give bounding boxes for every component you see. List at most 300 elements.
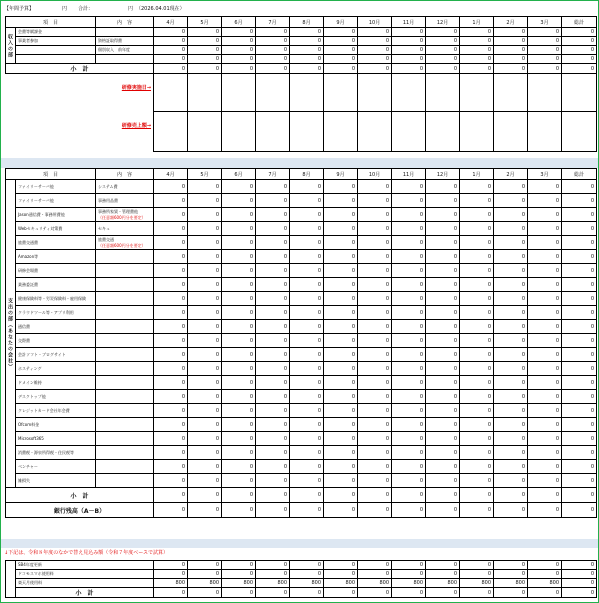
total-cell[interactable]: 0 <box>562 503 597 518</box>
month-value-cell[interactable]: 0 <box>460 208 494 222</box>
total-cell[interactable]: 0 <box>562 390 597 404</box>
month-value-cell[interactable]: 0 <box>222 320 256 334</box>
expense-content[interactable] <box>96 404 154 418</box>
month-value-cell[interactable]: 0 <box>188 570 222 579</box>
month-value-cell[interactable]: 0 <box>290 292 324 306</box>
expense-content[interactable]: 旅費交通 （任意額600円分を要定） <box>96 236 154 250</box>
expense-content[interactable] <box>96 278 154 292</box>
month-value-cell[interactable]: 0 <box>290 460 324 474</box>
month-value-cell[interactable]: 0 <box>460 55 494 64</box>
month-value-cell[interactable]: 0 <box>494 334 528 348</box>
month-value-cell[interactable]: 0 <box>426 404 460 418</box>
total-cell[interactable]: 0 <box>562 222 597 236</box>
month-value-cell[interactable]: 0 <box>154 278 188 292</box>
income-item[interactable] <box>16 55 96 64</box>
month-value-cell[interactable]: 0 <box>324 432 358 446</box>
month-value-cell[interactable]: 0 <box>528 488 562 503</box>
month-value-cell[interactable]: 800 <box>222 579 256 588</box>
month-value-cell[interactable]: 0 <box>426 348 460 362</box>
month-value-cell[interactable]: 0 <box>528 390 562 404</box>
month-value-cell[interactable]: 0 <box>188 376 222 390</box>
month-value-cell[interactable]: 0 <box>256 432 290 446</box>
estimate-cell[interactable] <box>290 74 324 112</box>
month-value-cell[interactable]: 0 <box>222 250 256 264</box>
forecast-item[interactable]: 楽天月使用料 <box>16 579 154 588</box>
month-value-cell[interactable]: 0 <box>528 460 562 474</box>
month-value-cell[interactable]: 0 <box>528 446 562 460</box>
expense-content[interactable] <box>96 390 154 404</box>
month-value-cell[interactable]: 0 <box>324 292 358 306</box>
month-value-cell[interactable]: 0 <box>188 588 222 598</box>
month-value-cell[interactable]: 0 <box>494 180 528 194</box>
month-value-cell[interactable]: 0 <box>494 418 528 432</box>
month-value-cell[interactable]: 0 <box>154 588 188 598</box>
month-value-cell[interactable]: 0 <box>358 180 392 194</box>
estimate-cell[interactable] <box>562 74 597 112</box>
month-value-cell[interactable]: 0 <box>494 64 528 74</box>
month-value-cell[interactable]: 0 <box>154 488 188 503</box>
month-value-cell[interactable]: 0 <box>154 418 188 432</box>
month-value-cell[interactable]: 0 <box>494 278 528 292</box>
expense-item[interactable]: 旅費交通費 <box>16 236 96 250</box>
month-value-cell[interactable]: 0 <box>154 306 188 320</box>
month-value-cell[interactable]: 0 <box>426 503 460 518</box>
month-value-cell[interactable]: 0 <box>154 503 188 518</box>
estimate-cell[interactable] <box>324 74 358 112</box>
month-value-cell[interactable]: 0 <box>290 362 324 376</box>
month-value-cell[interactable]: 0 <box>154 320 188 334</box>
expense-item[interactable]: 消費税・源泉所得税・住民税等 <box>16 446 96 460</box>
month-value-cell[interactable]: 0 <box>222 432 256 446</box>
month-value-cell[interactable]: 0 <box>188 28 222 37</box>
month-value-cell[interactable]: 0 <box>358 222 392 236</box>
expense-item[interactable]: デスクトップ他 <box>16 390 96 404</box>
month-value-cell[interactable]: 0 <box>358 376 392 390</box>
month-value-cell[interactable]: 0 <box>460 64 494 74</box>
month-value-cell[interactable]: 0 <box>154 390 188 404</box>
month-value-cell[interactable]: 0 <box>460 250 494 264</box>
month-value-cell[interactable]: 0 <box>290 446 324 460</box>
estimate-cell[interactable] <box>528 112 562 152</box>
total-cell[interactable]: 0 <box>562 320 597 334</box>
estimate-cell[interactable] <box>256 74 290 112</box>
month-value-cell[interactable]: 0 <box>358 404 392 418</box>
expense-item[interactable]: クラウドツール等・アプリ利用 <box>16 306 96 320</box>
month-value-cell[interactable]: 0 <box>256 236 290 250</box>
month-value-cell[interactable]: 0 <box>494 250 528 264</box>
month-value-cell[interactable]: 0 <box>222 503 256 518</box>
month-value-cell[interactable]: 0 <box>324 503 358 518</box>
month-value-cell[interactable]: 0 <box>154 208 188 222</box>
estimate-cell[interactable] <box>358 74 392 112</box>
estimate-cell[interactable] <box>222 74 256 112</box>
month-value-cell[interactable]: 0 <box>222 570 256 579</box>
month-value-cell[interactable]: 0 <box>494 208 528 222</box>
month-value-cell[interactable]: 0 <box>426 46 460 55</box>
month-value-cell[interactable]: 0 <box>392 306 426 320</box>
forecast-item[interactable]: SB4年度更新 <box>16 561 154 570</box>
month-value-cell[interactable]: 0 <box>460 570 494 579</box>
total-cell[interactable]: 0 <box>562 404 597 418</box>
month-value-cell[interactable]: 800 <box>528 579 562 588</box>
month-value-cell[interactable]: 0 <box>460 306 494 320</box>
month-value-cell[interactable]: 0 <box>528 46 562 55</box>
month-value-cell[interactable]: 0 <box>426 320 460 334</box>
month-value-cell[interactable]: 0 <box>358 362 392 376</box>
total-cell[interactable]: 0 <box>562 418 597 432</box>
total-cell[interactable]: 0 <box>562 432 597 446</box>
month-value-cell[interactable]: 0 <box>324 250 358 264</box>
month-value-cell[interactable]: 0 <box>392 432 426 446</box>
expense-content[interactable] <box>96 292 154 306</box>
month-value-cell[interactable]: 0 <box>222 28 256 37</box>
month-value-cell[interactable]: 0 <box>494 446 528 460</box>
month-value-cell[interactable]: 0 <box>460 236 494 250</box>
month-value-cell[interactable]: 800 <box>358 579 392 588</box>
estimate-cell[interactable] <box>392 74 426 112</box>
month-value-cell[interactable]: 0 <box>528 306 562 320</box>
month-value-cell[interactable]: 0 <box>392 446 426 460</box>
month-value-cell[interactable]: 0 <box>426 488 460 503</box>
month-value-cell[interactable]: 0 <box>324 376 358 390</box>
month-value-cell[interactable]: 0 <box>188 334 222 348</box>
month-value-cell[interactable]: 0 <box>154 250 188 264</box>
month-value-cell[interactable]: 0 <box>188 37 222 46</box>
month-value-cell[interactable]: 0 <box>256 460 290 474</box>
month-value-cell[interactable]: 0 <box>324 418 358 432</box>
month-value-cell[interactable]: 0 <box>290 588 324 598</box>
month-value-cell[interactable]: 0 <box>358 55 392 64</box>
month-value-cell[interactable]: 800 <box>188 579 222 588</box>
month-value-cell[interactable]: 0 <box>222 55 256 64</box>
month-value-cell[interactable]: 0 <box>222 180 256 194</box>
month-value-cell[interactable]: 0 <box>426 432 460 446</box>
month-value-cell[interactable]: 0 <box>154 236 188 250</box>
month-value-cell[interactable]: 0 <box>392 376 426 390</box>
month-value-cell[interactable]: 0 <box>426 64 460 74</box>
expense-item[interactable]: 研修会場費 <box>16 264 96 278</box>
month-value-cell[interactable]: 0 <box>324 588 358 598</box>
income-item[interactable]: 事業者参加 <box>16 37 96 46</box>
month-value-cell[interactable]: 0 <box>528 334 562 348</box>
month-value-cell[interactable]: 0 <box>460 180 494 194</box>
month-value-cell[interactable]: 0 <box>528 64 562 74</box>
month-value-cell[interactable]: 0 <box>392 46 426 55</box>
month-value-cell[interactable]: 0 <box>154 570 188 579</box>
month-value-cell[interactable]: 0 <box>528 588 562 598</box>
month-value-cell[interactable]: 0 <box>324 236 358 250</box>
month-value-cell[interactable]: 0 <box>460 488 494 503</box>
month-value-cell[interactable]: 0 <box>392 418 426 432</box>
month-value-cell[interactable]: 0 <box>154 264 188 278</box>
month-value-cell[interactable]: 800 <box>494 579 528 588</box>
expense-item[interactable]: ファイリーサーバ他 <box>16 194 96 208</box>
month-value-cell[interactable]: 0 <box>358 264 392 278</box>
total-cell[interactable]: 0 <box>562 561 597 570</box>
month-value-cell[interactable]: 0 <box>188 64 222 74</box>
month-value-cell[interactable]: 0 <box>494 570 528 579</box>
month-value-cell[interactable]: 0 <box>358 208 392 222</box>
month-value-cell[interactable]: 0 <box>494 488 528 503</box>
expense-content[interactable]: セキュ <box>96 222 154 236</box>
income-content[interactable]: 資格証取得費 <box>96 37 154 46</box>
month-value-cell[interactable]: 0 <box>392 362 426 376</box>
month-value-cell[interactable]: 0 <box>460 28 494 37</box>
month-value-cell[interactable]: 0 <box>494 194 528 208</box>
month-value-cell[interactable]: 0 <box>188 208 222 222</box>
expense-content[interactable] <box>96 306 154 320</box>
month-value-cell[interactable]: 0 <box>188 306 222 320</box>
month-value-cell[interactable]: 0 <box>528 320 562 334</box>
month-value-cell[interactable]: 0 <box>392 55 426 64</box>
month-value-cell[interactable]: 0 <box>426 292 460 306</box>
month-value-cell[interactable]: 0 <box>154 37 188 46</box>
month-value-cell[interactable]: 0 <box>154 474 188 488</box>
month-value-cell[interactable]: 0 <box>528 376 562 390</box>
month-value-cell[interactable]: 0 <box>256 561 290 570</box>
month-value-cell[interactable]: 0 <box>426 390 460 404</box>
expense-item[interactable]: 雑損失 <box>16 474 96 488</box>
expense-item[interactable]: Amazon等 <box>16 250 96 264</box>
month-value-cell[interactable]: 0 <box>290 264 324 278</box>
forecast-item[interactable]: ドコモスマホ使用料 <box>16 570 154 579</box>
income-item[interactable]: 会費等賦課金 <box>16 28 96 37</box>
month-value-cell[interactable]: 0 <box>426 28 460 37</box>
month-value-cell[interactable]: 0 <box>222 446 256 460</box>
month-value-cell[interactable]: 0 <box>256 446 290 460</box>
month-value-cell[interactable]: 0 <box>324 362 358 376</box>
month-value-cell[interactable]: 0 <box>188 488 222 503</box>
month-value-cell[interactable]: 0 <box>528 418 562 432</box>
month-value-cell[interactable]: 0 <box>188 418 222 432</box>
month-value-cell[interactable]: 0 <box>324 474 358 488</box>
month-value-cell[interactable]: 0 <box>528 404 562 418</box>
estimate-cell[interactable] <box>324 112 358 152</box>
month-value-cell[interactable]: 0 <box>188 503 222 518</box>
month-value-cell[interactable]: 0 <box>528 362 562 376</box>
month-value-cell[interactable]: 0 <box>392 194 426 208</box>
month-value-cell[interactable]: 0 <box>324 222 358 236</box>
total-cell[interactable]: 0 <box>562 570 597 579</box>
month-value-cell[interactable]: 0 <box>324 208 358 222</box>
estimate-cell[interactable] <box>256 112 290 152</box>
month-value-cell[interactable]: 0 <box>256 320 290 334</box>
month-value-cell[interactable]: 0 <box>426 334 460 348</box>
month-value-cell[interactable]: 0 <box>358 320 392 334</box>
month-value-cell[interactable]: 0 <box>222 37 256 46</box>
month-value-cell[interactable]: 0 <box>290 306 324 320</box>
total-cell[interactable]: 0 <box>562 446 597 460</box>
month-value-cell[interactable]: 0 <box>494 588 528 598</box>
month-value-cell[interactable]: 0 <box>460 390 494 404</box>
estimate-cell[interactable] <box>528 74 562 112</box>
month-value-cell[interactable]: 800 <box>290 579 324 588</box>
month-value-cell[interactable]: 0 <box>426 376 460 390</box>
month-value-cell[interactable]: 0 <box>426 446 460 460</box>
month-value-cell[interactable]: 0 <box>392 570 426 579</box>
month-value-cell[interactable]: 0 <box>358 348 392 362</box>
month-value-cell[interactable]: 0 <box>154 46 188 55</box>
month-value-cell[interactable]: 800 <box>460 579 494 588</box>
month-value-cell[interactable]: 0 <box>154 348 188 362</box>
month-value-cell[interactable]: 0 <box>392 320 426 334</box>
total-cell[interactable]: 0 <box>562 278 597 292</box>
month-value-cell[interactable]: 0 <box>460 348 494 362</box>
month-value-cell[interactable]: 0 <box>256 28 290 37</box>
month-value-cell[interactable]: 0 <box>460 503 494 518</box>
income-content[interactable]: 個別収入 前年度 <box>96 46 154 55</box>
month-value-cell[interactable]: 0 <box>358 37 392 46</box>
month-value-cell[interactable]: 0 <box>290 561 324 570</box>
expense-content[interactable] <box>96 446 154 460</box>
month-value-cell[interactable]: 0 <box>460 194 494 208</box>
total-cell[interactable]: 0 <box>562 46 597 55</box>
month-value-cell[interactable]: 0 <box>324 320 358 334</box>
month-value-cell[interactable]: 0 <box>392 460 426 474</box>
month-value-cell[interactable]: 0 <box>494 37 528 46</box>
month-value-cell[interactable]: 0 <box>460 222 494 236</box>
estimate-cell[interactable] <box>154 112 188 152</box>
month-value-cell[interactable]: 0 <box>188 55 222 64</box>
month-value-cell[interactable]: 0 <box>256 278 290 292</box>
month-value-cell[interactable]: 0 <box>222 264 256 278</box>
month-value-cell[interactable]: 0 <box>494 55 528 64</box>
month-value-cell[interactable]: 0 <box>188 432 222 446</box>
month-value-cell[interactable]: 0 <box>324 64 358 74</box>
month-value-cell[interactable]: 0 <box>358 460 392 474</box>
month-value-cell[interactable]: 0 <box>392 334 426 348</box>
month-value-cell[interactable]: 0 <box>154 180 188 194</box>
month-value-cell[interactable]: 0 <box>494 306 528 320</box>
month-value-cell[interactable]: 0 <box>256 334 290 348</box>
month-value-cell[interactable]: 0 <box>426 264 460 278</box>
month-value-cell[interactable]: 0 <box>358 418 392 432</box>
month-value-cell[interactable]: 0 <box>392 390 426 404</box>
month-value-cell[interactable]: 0 <box>392 348 426 362</box>
month-value-cell[interactable]: 0 <box>426 588 460 598</box>
month-value-cell[interactable]: 0 <box>528 194 562 208</box>
estimate-cell[interactable] <box>494 112 528 152</box>
month-value-cell[interactable]: 0 <box>392 404 426 418</box>
estimate-cell[interactable] <box>460 112 494 152</box>
month-value-cell[interactable]: 0 <box>460 376 494 390</box>
month-value-cell[interactable]: 0 <box>188 292 222 306</box>
month-value-cell[interactable]: 0 <box>154 561 188 570</box>
month-value-cell[interactable]: 0 <box>222 418 256 432</box>
month-value-cell[interactable]: 0 <box>528 28 562 37</box>
month-value-cell[interactable]: 0 <box>528 222 562 236</box>
month-value-cell[interactable]: 0 <box>324 278 358 292</box>
expense-item[interactable]: クレジットカード会社年会費 <box>16 404 96 418</box>
total-cell[interactable]: 0 <box>562 306 597 320</box>
month-value-cell[interactable]: 0 <box>528 292 562 306</box>
month-value-cell[interactable]: 0 <box>392 208 426 222</box>
month-value-cell[interactable]: 0 <box>460 446 494 460</box>
expense-content[interactable] <box>96 376 154 390</box>
month-value-cell[interactable]: 0 <box>528 348 562 362</box>
month-value-cell[interactable]: 0 <box>290 418 324 432</box>
month-value-cell[interactable]: 0 <box>494 292 528 306</box>
month-value-cell[interactable]: 0 <box>494 28 528 37</box>
month-value-cell[interactable]: 0 <box>154 404 188 418</box>
month-value-cell[interactable]: 0 <box>324 28 358 37</box>
month-value-cell[interactable]: 0 <box>154 194 188 208</box>
month-value-cell[interactable]: 0 <box>222 46 256 55</box>
expense-item[interactable]: 通信費 <box>16 320 96 334</box>
month-value-cell[interactable]: 0 <box>460 432 494 446</box>
total-cell[interactable]: 0 <box>562 362 597 376</box>
expense-item[interactable]: Microsoft365 <box>16 432 96 446</box>
month-value-cell[interactable]: 0 <box>256 55 290 64</box>
expense-content[interactable] <box>96 250 154 264</box>
month-value-cell[interactable]: 0 <box>256 588 290 598</box>
month-value-cell[interactable]: 0 <box>426 418 460 432</box>
month-value-cell[interactable]: 0 <box>222 588 256 598</box>
month-value-cell[interactable]: 0 <box>256 264 290 278</box>
month-value-cell[interactable]: 0 <box>494 264 528 278</box>
expense-content[interactable] <box>96 264 154 278</box>
total-cell[interactable]: 0 <box>562 474 597 488</box>
estimate-cell[interactable] <box>290 112 324 152</box>
month-value-cell[interactable]: 0 <box>494 236 528 250</box>
month-value-cell[interactable]: 0 <box>324 404 358 418</box>
month-value-cell[interactable]: 0 <box>222 561 256 570</box>
total-cell[interactable]: 0 <box>562 334 597 348</box>
expense-content[interactable]: システム費 <box>96 180 154 194</box>
month-value-cell[interactable]: 0 <box>188 460 222 474</box>
month-value-cell[interactable]: 0 <box>358 432 392 446</box>
month-value-cell[interactable]: 0 <box>188 194 222 208</box>
total-cell[interactable]: 0 <box>562 64 597 74</box>
expense-content[interactable] <box>96 348 154 362</box>
month-value-cell[interactable]: 0 <box>188 404 222 418</box>
month-value-cell[interactable]: 0 <box>392 292 426 306</box>
month-value-cell[interactable]: 0 <box>154 362 188 376</box>
total-cell[interactable]: 0 <box>562 348 597 362</box>
month-value-cell[interactable]: 0 <box>154 376 188 390</box>
month-value-cell[interactable]: 0 <box>256 180 290 194</box>
month-value-cell[interactable]: 0 <box>392 222 426 236</box>
month-value-cell[interactable]: 0 <box>222 64 256 74</box>
month-value-cell[interactable]: 0 <box>188 264 222 278</box>
month-value-cell[interactable]: 0 <box>494 460 528 474</box>
month-value-cell[interactable]: 0 <box>324 55 358 64</box>
month-value-cell[interactable]: 0 <box>154 64 188 74</box>
month-value-cell[interactable]: 0 <box>154 55 188 64</box>
month-value-cell[interactable]: 0 <box>426 362 460 376</box>
month-value-cell[interactable]: 0 <box>460 404 494 418</box>
month-value-cell[interactable]: 0 <box>324 561 358 570</box>
month-value-cell[interactable]: 0 <box>290 180 324 194</box>
month-value-cell[interactable]: 0 <box>528 474 562 488</box>
month-value-cell[interactable]: 0 <box>290 37 324 46</box>
total-cell[interactable]: 0 <box>562 28 597 37</box>
month-value-cell[interactable]: 0 <box>256 37 290 46</box>
month-value-cell[interactable]: 0 <box>324 460 358 474</box>
month-value-cell[interactable]: 0 <box>494 362 528 376</box>
month-value-cell[interactable]: 0 <box>426 250 460 264</box>
month-value-cell[interactable]: 0 <box>324 334 358 348</box>
month-value-cell[interactable]: 0 <box>222 222 256 236</box>
month-value-cell[interactable]: 0 <box>358 570 392 579</box>
month-value-cell[interactable]: 0 <box>426 194 460 208</box>
month-value-cell[interactable]: 0 <box>460 362 494 376</box>
expense-content[interactable] <box>96 418 154 432</box>
month-value-cell[interactable]: 0 <box>392 503 426 518</box>
month-value-cell[interactable]: 0 <box>494 503 528 518</box>
month-value-cell[interactable]: 0 <box>528 278 562 292</box>
month-value-cell[interactable]: 0 <box>256 488 290 503</box>
